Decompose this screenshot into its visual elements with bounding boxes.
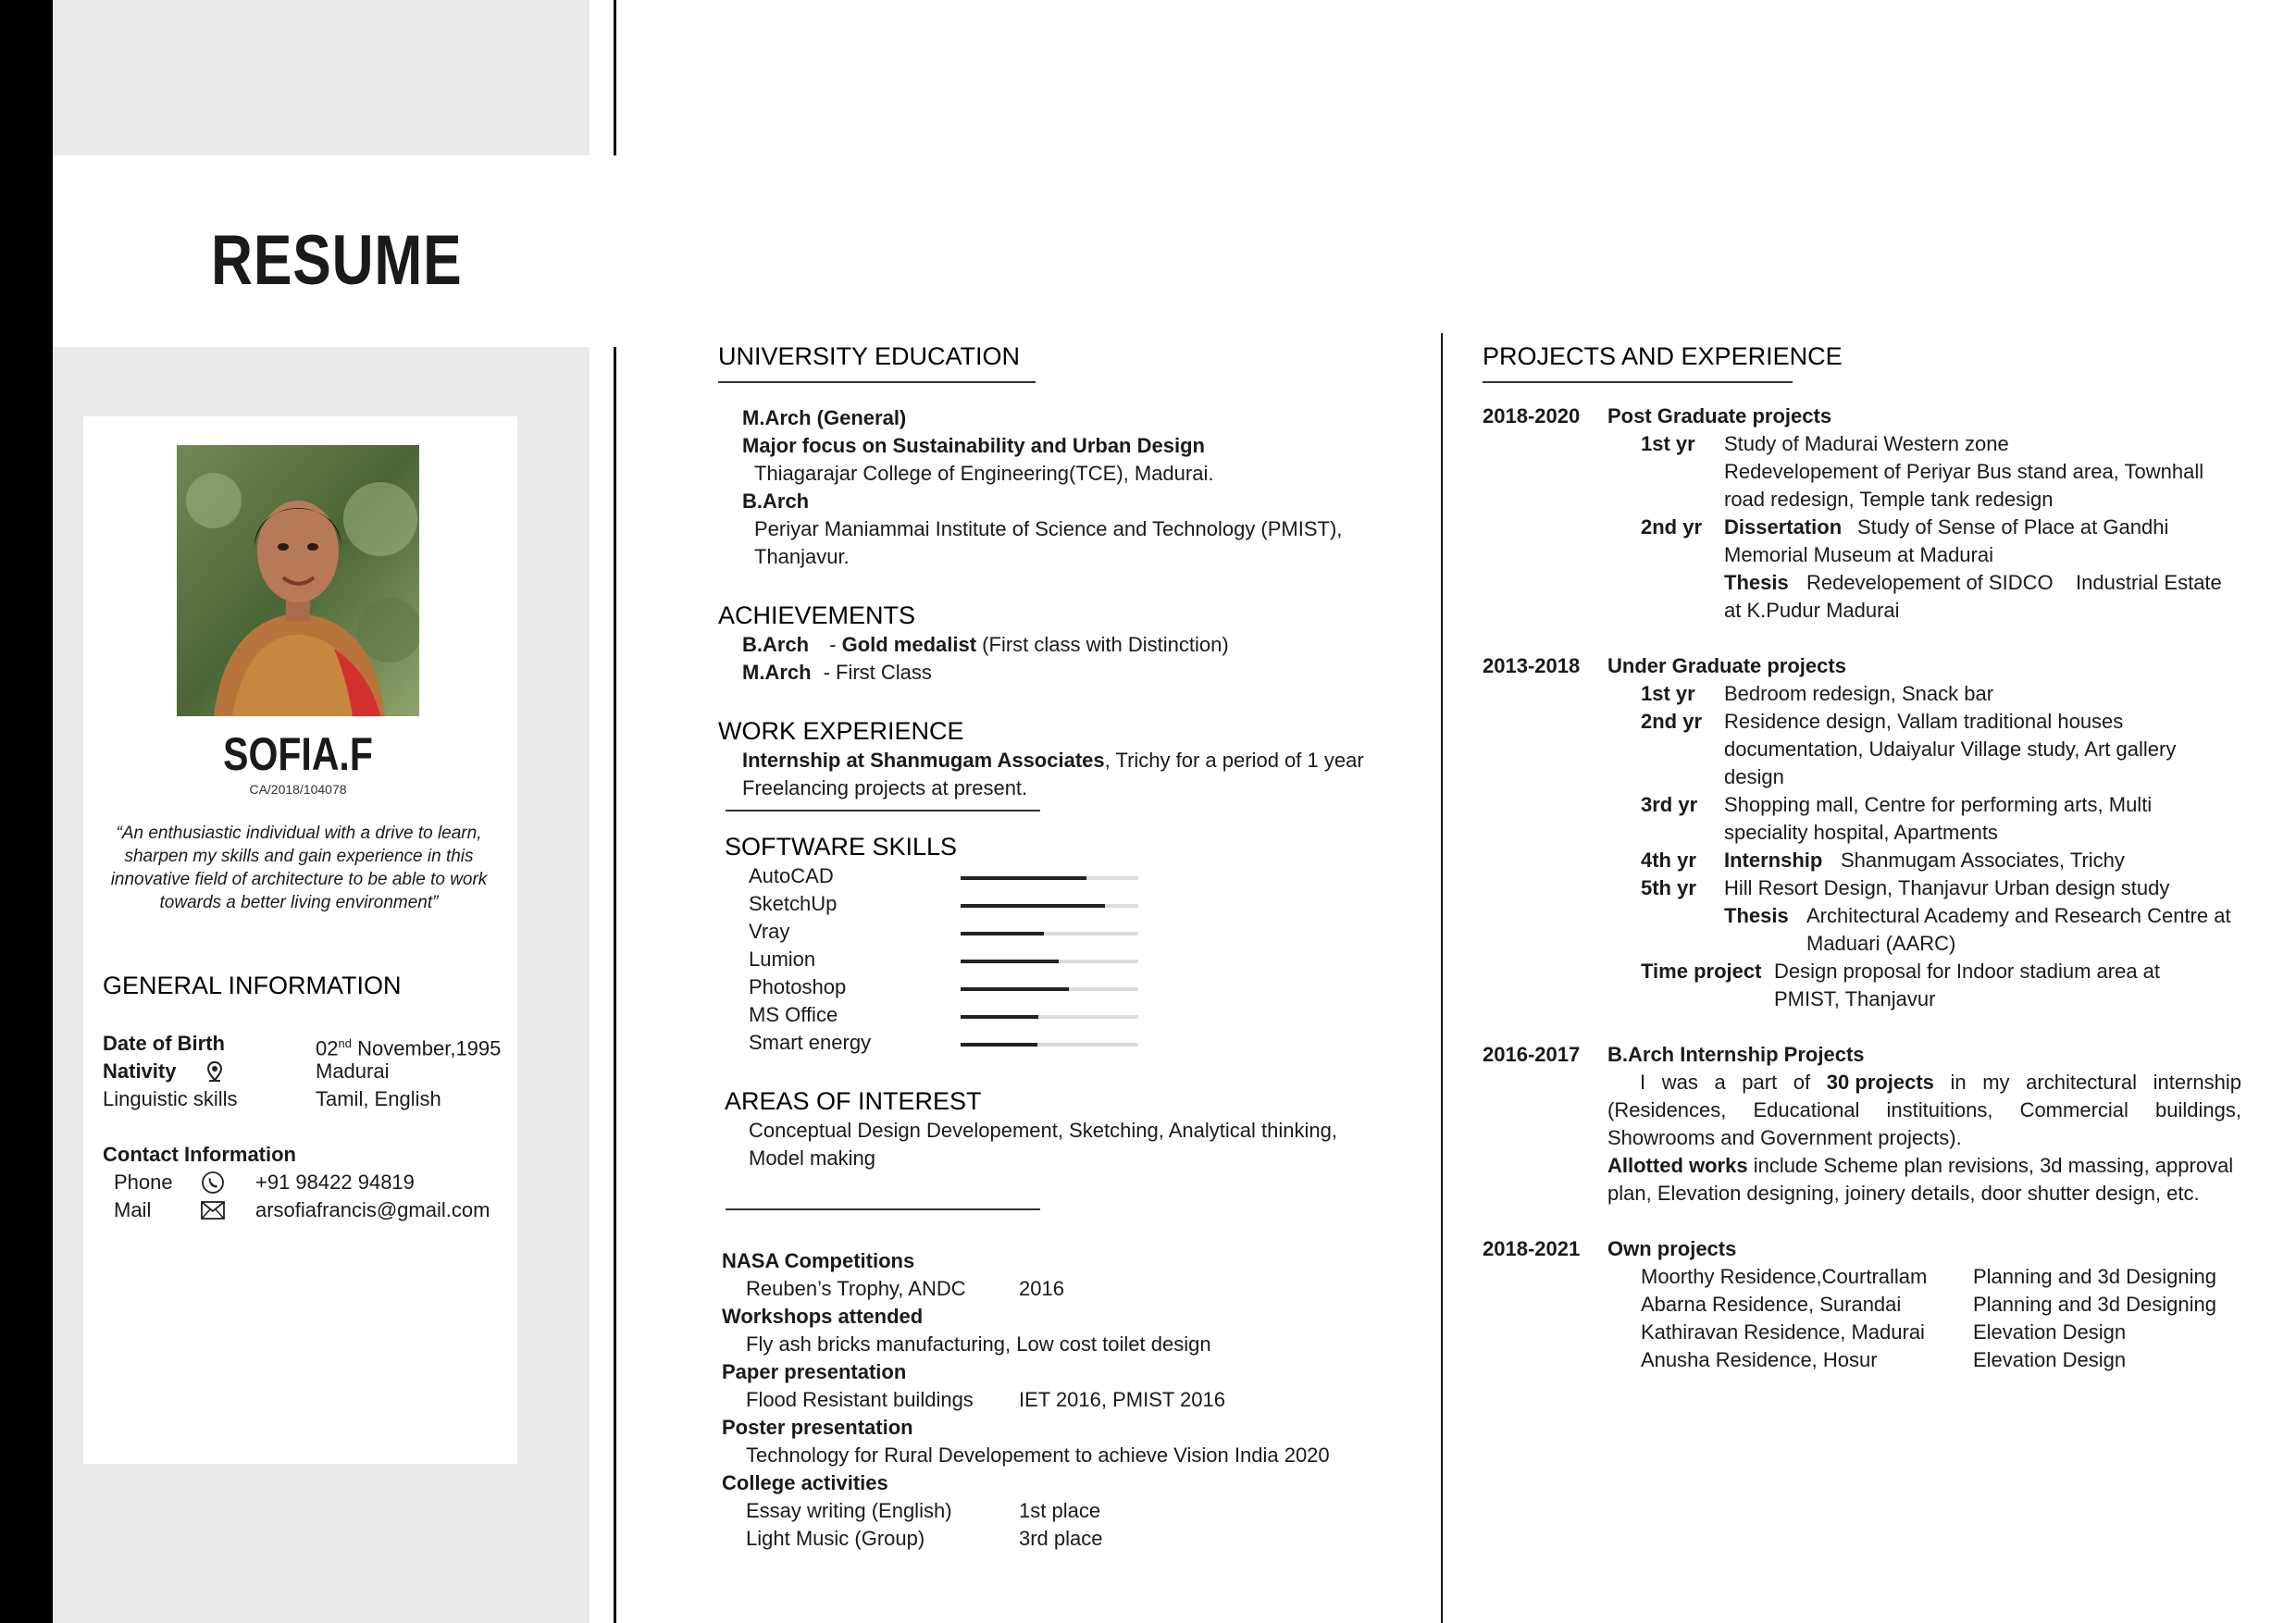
- ug-year-4: 4th yr: [1641, 849, 1696, 872]
- mail-label: Mail: [114, 1198, 152, 1221]
- software-skill-name: MS Office: [749, 1003, 838, 1026]
- barch-college: Periyar Maniammai Institute of Science and Technology (PMIST),: [754, 517, 1343, 540]
- own-project-scope: Elevation Design: [1973, 1348, 2127, 1371]
- dob-label: Date of Birth: [103, 1032, 225, 1055]
- word: Commercial: [2019, 1098, 2128, 1121]
- nasa-item: Reuben’s Trophy, ANDC: [746, 1277, 966, 1300]
- own-project-name: Moorthy Residence,Courtrallam: [1641, 1265, 1928, 1288]
- contact-heading: Contact Information: [103, 1143, 296, 1166]
- work-line-2: Freelancing projects at present.: [742, 776, 1028, 799]
- ug-title: Under Graduate projects: [1607, 654, 1846, 677]
- paper-heading: Paper presentation: [722, 1360, 907, 1383]
- achievement-dash: -: [829, 633, 842, 656]
- intern-line-1: [1640, 1069, 2241, 1096]
- intern-title: B.Arch Internship Projects: [1607, 1043, 1865, 1066]
- word: of: [1793, 1071, 1811, 1094]
- software-skill-name: SketchUp: [749, 892, 838, 915]
- college-item-2: Light Music (Group): [746, 1527, 925, 1550]
- college-item-2-result: 3rd place: [1019, 1527, 1103, 1550]
- march-college: Thiagarajar College of Engineering(TCE), Madurai.: [754, 462, 1214, 485]
- intern-years: 2016-2017: [1483, 1043, 1581, 1066]
- education-heading: UNIVERSITY EDUCATION: [718, 342, 1021, 370]
- paper-item: Flood Resistant buildings: [746, 1388, 974, 1411]
- word: my: [1982, 1071, 2010, 1094]
- ug-internship-line: Shanmugam Associates, Trichy: [1841, 849, 2125, 872]
- software-skill-name: Lumion: [749, 948, 816, 971]
- nasa-year: 2016: [1019, 1277, 1064, 1300]
- achievement-dash: -: [823, 661, 837, 684]
- word: part: [1742, 1071, 1778, 1094]
- poster-heading: Poster presentation: [722, 1416, 913, 1439]
- nasa-heading: NASA Competitions: [722, 1249, 915, 1272]
- achievement-award: Gold medalist: [841, 633, 977, 656]
- achievement-detail: (First class with Distinction): [976, 633, 1229, 656]
- interest-line-2: Model making: [749, 1146, 875, 1170]
- phone-value[interactable]: +91 98422 94819: [255, 1171, 415, 1194]
- achievement-degree: M.Arch: [742, 661, 812, 684]
- own-project-scope: Elevation Design: [1973, 1320, 2127, 1344]
- software-skill-name: Vray: [749, 920, 790, 943]
- pg-year-2: 2nd yr: [1641, 515, 1703, 539]
- own-title: Own projects: [1607, 1237, 1737, 1260]
- allotted-works-detail: include Scheme plan revisions, 3d massing, approval: [1747, 1154, 2234, 1177]
- general-info-heading: GENERAL INFORMATION: [103, 972, 402, 999]
- ug-years: 2013-2018: [1483, 654, 1581, 677]
- work-heading: WORK EXPERIENCE: [718, 717, 964, 745]
- skill-bar-fill: [961, 932, 1044, 935]
- ug-year-3-line: speciality hospital, Apartments: [1724, 821, 1998, 844]
- pg-year-1-line: Redevelopement of Periyar Bus stand area, Townhall: [1724, 460, 2204, 483]
- word: internship: [2153, 1071, 2241, 1094]
- ug-thesis-line: Architectural Academy and Research Centre at: [1806, 904, 2231, 927]
- dob-day: 02: [316, 1036, 339, 1060]
- word: instituitions,: [1886, 1098, 1993, 1121]
- projects-underline: [1483, 381, 1793, 383]
- header-grey-block: [53, 0, 590, 155]
- mail-icon: [201, 1201, 225, 1224]
- skill-bar-track: [961, 876, 1138, 880]
- software-skill-name: AutoCAD: [749, 864, 834, 887]
- college-item-1: Essay writing (English): [746, 1499, 952, 1522]
- word: was: [1661, 1071, 1698, 1094]
- ug-thesis-label: Thesis: [1724, 904, 1789, 927]
- ug-time-project-line: Design proposal for Indoor stadium area at: [1774, 960, 2161, 983]
- achievement-degree: B.Arch: [742, 633, 810, 656]
- divider-right: [1441, 333, 1443, 1623]
- ug-year-2: 2nd yr: [1641, 710, 1703, 733]
- achievement-row: [742, 659, 932, 687]
- own-project-name: Abarna Residence, Surandai: [1641, 1293, 1902, 1316]
- interest-heading: AREAS OF INTEREST: [725, 1087, 982, 1115]
- software-heading: SOFTWARE SKILLS: [725, 833, 958, 861]
- word: Educational: [1753, 1098, 1860, 1121]
- projects-heading: PROJECTS AND EXPERIENCE: [1483, 342, 1843, 370]
- college-heading: College activities: [722, 1471, 888, 1494]
- pg-year-1-line: road redesign, Temple tank redesign: [1724, 488, 2054, 511]
- ug-year-1-line: Bedroom redesign, Snack bar: [1724, 682, 1994, 705]
- own-years: 2018-2021: [1483, 1237, 1581, 1260]
- march-title: M.Arch (General): [742, 406, 907, 429]
- own-project-scope: Planning and 3d Designing: [1973, 1293, 2216, 1316]
- skill-bar-fill: [961, 987, 1069, 991]
- intern-line-3: Showrooms and Government projects).: [1607, 1126, 1962, 1149]
- software-skill-name: Smart energy: [749, 1031, 872, 1054]
- work-company: Internship at Shanmugam Associates: [742, 749, 1105, 772]
- march-focus: Major focus on Sustainability and Urban Design: [742, 434, 1205, 457]
- pg-title: Post Graduate projects: [1607, 404, 1832, 427]
- page-title: RESUME: [211, 221, 463, 300]
- achievement-row: [742, 631, 1229, 659]
- work-detail: , Trichy for a period of 1 year: [1104, 749, 1364, 772]
- interest-underline: [726, 1208, 1040, 1210]
- work-line-1: [742, 747, 1364, 774]
- profile-quote: [100, 822, 498, 914]
- work-underline: [726, 810, 1040, 812]
- skill-bar-track: [961, 932, 1138, 935]
- ug-year-5: 5th yr: [1641, 876, 1696, 899]
- nativity-label: Nativity: [103, 1059, 177, 1083]
- profile-name: SOFIA.F: [223, 728, 373, 780]
- linguistic-value: Tamil, English: [316, 1087, 441, 1110]
- word: in: [1950, 1071, 1967, 1094]
- pg-thesis-label: Thesis: [1724, 571, 1789, 594]
- mail-value[interactable]: arsofiafrancis@gmail.com: [255, 1198, 490, 1221]
- skill-bar-fill: [961, 1043, 1037, 1047]
- workshops-heading: Workshops attended: [722, 1305, 924, 1328]
- pg-years: 2018-2020: [1483, 404, 1581, 427]
- paper-venue: IET 2016, PMIST 2016: [1019, 1388, 1225, 1411]
- ug-year-2-line: Residence design, Vallam traditional houses: [1724, 710, 2124, 733]
- profile-photo: [177, 445, 419, 716]
- skill-bar-fill: [961, 1015, 1038, 1019]
- own-project-name: Kathiravan Residence, Madurai: [1641, 1320, 1925, 1344]
- ug-time-project-line: PMIST, Thanjavur: [1774, 987, 1936, 1010]
- left-black-band: [0, 0, 53, 1623]
- education-underline: [718, 381, 1036, 383]
- intern-line-2: [1607, 1096, 2241, 1124]
- own-project-scope: Planning and 3d Designing: [1973, 1265, 2216, 1288]
- word: a: [1714, 1071, 1726, 1094]
- achievements-heading: ACHIEVEMENTS: [718, 601, 916, 629]
- word: I: [1640, 1071, 1646, 1094]
- pg-thesis-line: Redevelopement of SIDCO Industrial Estate: [1806, 571, 2222, 594]
- pg-dissertation-label: Dissertation: [1724, 515, 1843, 539]
- pg-thesis-line: at K.Pudur Madurai: [1724, 599, 1900, 622]
- intern-line-4: [1607, 1152, 2233, 1180]
- skill-bar-track: [961, 904, 1138, 908]
- skill-bar-track: [961, 1015, 1138, 1019]
- pg-dissertation-line: Study of Sense of Place at Gandhi: [1857, 515, 2169, 539]
- intern-line-5: plan, Elevation designing, joinery details, door shutter design, etc.: [1607, 1182, 2200, 1205]
- ug-year-1: 1st yr: [1641, 682, 1695, 705]
- college-item-1-result: 1st place: [1019, 1499, 1101, 1522]
- ug-year-2-line: design: [1724, 765, 1784, 788]
- ug-year-3-line: Shopping mall, Centre for performing arts, Multi: [1724, 793, 2153, 816]
- skill-bar-fill: [961, 960, 1059, 963]
- skill-bar-track: [961, 960, 1138, 963]
- dob-month-year: November,1995: [351, 1036, 502, 1060]
- ug-year-2-line: documentation, Udaiyalur Village study, Art gallery: [1724, 737, 2177, 761]
- word: architectural: [2026, 1071, 2137, 1094]
- phone-label: Phone: [114, 1171, 173, 1194]
- quote-line: innovative field of architecture to be able to work: [110, 870, 488, 889]
- ug-internship-label: Internship: [1724, 849, 1823, 872]
- own-project-name: Anusha Residence, Hosur: [1641, 1348, 1878, 1371]
- pg-dissertation-line: Memorial Museum at Madurai: [1724, 543, 1993, 566]
- ug-year-3: 3rd yr: [1641, 793, 1698, 816]
- software-skill-name: Photoshop: [749, 975, 847, 998]
- skill-bar-track: [961, 987, 1138, 991]
- allotted-works-label: Allotted works: [1607, 1154, 1748, 1177]
- barch-title: B.Arch: [742, 489, 810, 513]
- location-pin-icon: [205, 1060, 224, 1087]
- skill-bar-fill: [961, 904, 1105, 908]
- word-bold: 30 projects: [1826, 1071, 1934, 1094]
- pg-year-1-line: Study of Madurai Western zone: [1724, 432, 2009, 455]
- skill-bar-fill: [961, 876, 1086, 880]
- achievement-detail: First Class: [836, 661, 932, 684]
- interest-line-1: Conceptual Design Developement, Sketching, Analytical thinking,: [749, 1119, 1337, 1142]
- barch-college-city: Thanjavur.: [754, 545, 850, 568]
- registration-number: CA/2018/104078: [249, 782, 347, 797]
- linguistic-label: Linguistic skills: [103, 1087, 238, 1110]
- dob-suffix: nd: [338, 1036, 352, 1050]
- skill-bar-track: [961, 1043, 1138, 1047]
- pg-year-1: 1st yr: [1641, 432, 1695, 455]
- quote-line: sharpen my skills and gain experience in this: [124, 847, 474, 866]
- word: (Residences,: [1607, 1098, 1727, 1121]
- divider-middle: [614, 347, 616, 1623]
- phone-icon: [201, 1171, 225, 1199]
- quote-line: towards a better living environment”: [159, 893, 439, 912]
- divider-top: [614, 0, 616, 155]
- poster-item: Technology for Rural Developement to achieve Vision India 2020: [746, 1443, 1330, 1467]
- word: buildings,: [2155, 1098, 2241, 1121]
- ug-year-5-line: Hill Resort Design, Thanjavur Urban design study: [1724, 876, 2170, 899]
- nativity-value: Madurai: [316, 1059, 390, 1083]
- quote-line: “An enthusiastic individual with a drive to learn,: [116, 824, 482, 843]
- ug-thesis-line: Maduari (AARC): [1806, 932, 1956, 955]
- workshops-item: Fly ash bricks manufacturing, Low cost toilet design: [746, 1332, 1211, 1356]
- ug-time-project-label: Time project: [1641, 960, 1762, 983]
